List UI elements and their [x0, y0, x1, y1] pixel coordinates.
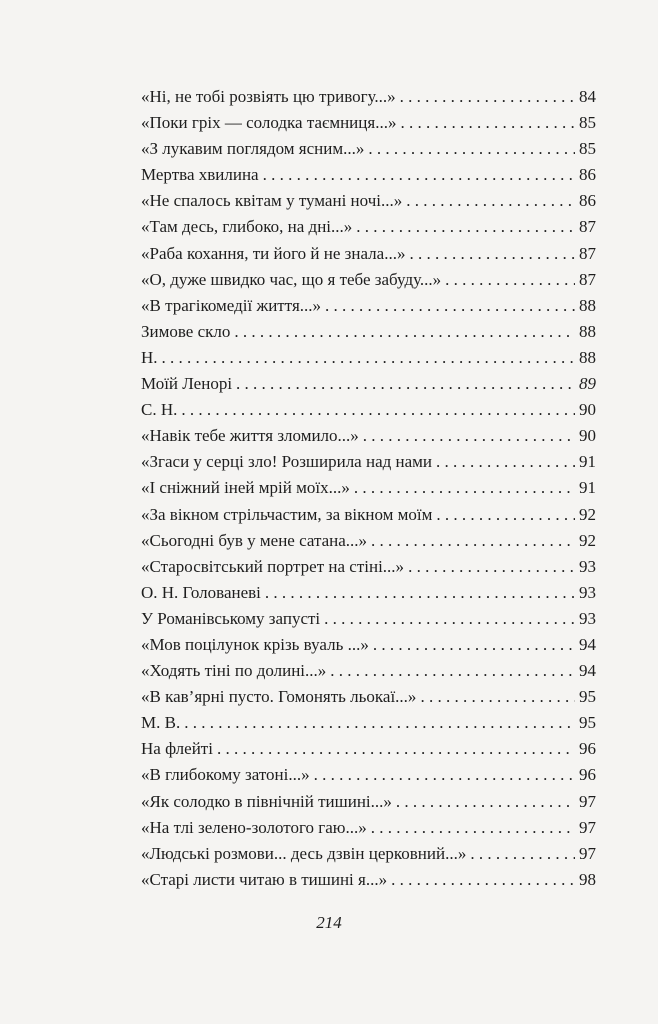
- dot-leader: [263, 162, 575, 188]
- toc-entry-title: «Не спалось квітам у тумані ночі...»: [141, 191, 403, 211]
- toc-entry-title: «О, дуже швидко час, що я тебе забуду...»: [141, 269, 442, 289]
- dot-leader: [420, 684, 575, 710]
- toc-entry-title: Н.: [141, 347, 158, 367]
- toc-entry: [141, 710, 596, 736]
- toc-entry-page-number: 97: [579, 791, 596, 811]
- toc-entry-title: «Людські розмови... десь дзвін церковний...»: [141, 843, 467, 863]
- toc-entry-page-number: 86: [579, 165, 596, 185]
- toc-entry: [141, 371, 596, 397]
- dot-leader: [391, 867, 575, 893]
- toc-entry: [141, 475, 596, 501]
- toc-entry-page-number: 92: [579, 530, 596, 550]
- toc-entry-title: У Романівському запусті: [141, 608, 321, 628]
- toc-entry-title: «Старі листи читаю в тишині я...»: [141, 869, 388, 889]
- dot-leader: [324, 606, 575, 632]
- toc-entry-page-number: 93: [579, 608, 596, 628]
- dot-leader: [400, 84, 575, 110]
- toc-entry-title: «Сьогодні був у мене сатана...»: [141, 530, 368, 550]
- toc-entry-page-number: 94: [579, 634, 596, 654]
- toc-entry-title: «З лукавим поглядом ясним...»: [141, 139, 365, 159]
- toc-entry: [141, 110, 596, 136]
- toc-entry: [141, 136, 596, 162]
- dot-leader: [408, 554, 575, 580]
- toc-entry-page-number: 90: [579, 400, 596, 420]
- toc-entry: [141, 632, 596, 658]
- toc-entry-title: «Старосвітський портрет на стіні...»: [141, 556, 405, 576]
- toc-entry-page-number: 87: [579, 269, 596, 289]
- toc-entry-page-number: 95: [579, 713, 596, 733]
- toc-entry-title: «І сніжний іней мрій моїх...»: [141, 478, 350, 498]
- toc-entry-page-number: 92: [579, 504, 596, 524]
- dot-leader: [470, 841, 575, 867]
- toc-entry-title: Зимове скло: [141, 321, 231, 341]
- toc-entry-title: Моїй Ленорі: [141, 374, 233, 394]
- toc-entry: [141, 188, 596, 214]
- toc-entry-page-number: 90: [579, 426, 596, 446]
- toc-entry: [141, 293, 596, 319]
- toc-entry-page-number: 88: [579, 347, 596, 367]
- toc-entry-title: «В кав’ярні пусто. Гомонять льокаї...»: [141, 687, 417, 707]
- toc-entry-title: «Як солодко в північній тишині...»: [141, 791, 392, 811]
- dot-leader: [234, 319, 575, 345]
- dot-leader: [373, 632, 575, 658]
- toc-entry-page-number: 95: [579, 687, 596, 707]
- dot-leader: [325, 293, 575, 319]
- toc-entry-page-number: 91: [579, 478, 596, 498]
- dot-leader: [371, 815, 575, 841]
- toc-entry-page-number: 97: [579, 843, 596, 863]
- dot-leader: [265, 580, 575, 606]
- toc-entry-page-number: 91: [579, 452, 596, 472]
- toc-entry: [141, 867, 596, 893]
- toc-entry-title: «В глибокому затоні...»: [141, 765, 310, 785]
- toc-entry-title: М. В.: [141, 713, 181, 733]
- toc-entry: [141, 423, 596, 449]
- dot-leader: [436, 502, 575, 528]
- toc-entry-page-number: 85: [579, 139, 596, 159]
- toc-entry: [141, 684, 596, 710]
- dot-leader: [330, 658, 575, 684]
- toc-entry: [141, 789, 596, 815]
- dot-leader: [217, 736, 575, 762]
- toc-entry: [141, 658, 596, 684]
- toc-entry-page-number: 94: [579, 661, 596, 681]
- dot-leader: [181, 397, 575, 423]
- table-of-contents: [141, 84, 596, 893]
- toc-entry-title: «Мов поцілунок крізь вуаль ...»: [141, 634, 369, 654]
- dot-leader: [396, 789, 575, 815]
- toc-entry-page-number: 96: [579, 765, 596, 785]
- toc-entry: [141, 580, 596, 606]
- toc-entry: [141, 162, 596, 188]
- toc-entry-title: «Там десь, глибоко, на дні...»: [141, 217, 353, 237]
- toc-entry: [141, 397, 596, 423]
- toc-entry: [141, 502, 596, 528]
- toc-entry-page-number: 88: [579, 295, 596, 315]
- toc-entry-title: «Поки гріх — солодка таємниця...»: [141, 113, 397, 133]
- toc-entry-title: На флейті: [141, 739, 213, 759]
- dot-leader: [314, 762, 575, 788]
- toc-entry-title: С. Н.: [141, 400, 178, 420]
- toc-entry-page-number: 89: [579, 374, 596, 394]
- toc-entry-page-number: 88: [579, 321, 596, 341]
- dot-leader: [409, 241, 575, 267]
- toc-entry-title: «Ні, не тобі розвіять цю тривогу...»: [141, 87, 396, 106]
- toc-entry-title: «В трагікомедії життя...»: [141, 295, 322, 315]
- toc-entry-title: «Ходять тіні по долині...»: [141, 661, 327, 681]
- dot-leader: [356, 214, 575, 240]
- toc-entry: [141, 606, 596, 632]
- toc-entry: [141, 736, 596, 762]
- toc-entry: [141, 554, 596, 580]
- toc-entry: [141, 815, 596, 841]
- toc-entry-page-number: 85: [579, 113, 596, 133]
- dot-leader: [162, 345, 575, 371]
- toc-entry-title: «Згаси у серці зло! Розширила над нами: [141, 452, 433, 472]
- toc-entry: [141, 267, 596, 293]
- toc-entry: [141, 345, 596, 371]
- toc-entry-page-number: 84: [579, 87, 596, 106]
- toc-entry: [141, 841, 596, 867]
- toc-entry: [141, 528, 596, 554]
- toc-entry: [141, 762, 596, 788]
- dot-leader: [400, 110, 575, 136]
- dot-leader: [406, 188, 575, 214]
- toc-entry-title: О. Н. Голованеві: [141, 582, 261, 602]
- dot-leader: [363, 423, 575, 449]
- dot-leader: [436, 449, 575, 475]
- dot-leader: [371, 528, 575, 554]
- toc-entry-page-number: 93: [579, 582, 596, 602]
- toc-entry-title: «Раба кохання, ти його й не знала...»: [141, 243, 406, 263]
- toc-entry-title: Мертва хвилина: [141, 165, 259, 185]
- dot-leader: [354, 475, 575, 501]
- toc-entry-page-number: 96: [579, 739, 596, 759]
- toc-entry: [141, 84, 596, 110]
- dot-leader: [236, 371, 575, 397]
- toc-entry-page-number: 87: [579, 217, 596, 237]
- toc-entry-page-number: 93: [579, 556, 596, 576]
- toc-entry-title: «На тлі зелено-золотого гаю...»: [141, 817, 367, 837]
- toc-entry-page-number: 86: [579, 191, 596, 211]
- dot-leader: [368, 136, 575, 162]
- toc-entry-page-number: 98: [579, 869, 596, 889]
- toc-entry: [141, 319, 596, 345]
- toc-entry-title: «За вікном стрільчастим, за вікном моїм: [141, 504, 433, 524]
- toc-entry-page-number: 97: [579, 817, 596, 837]
- toc-entry: [141, 241, 596, 267]
- toc-entry-title: «Навік тебе життя зломило...»: [141, 426, 359, 446]
- dot-leader: [445, 267, 575, 293]
- toc-entry-page-number: 87: [579, 243, 596, 263]
- toc-entry: [141, 214, 596, 240]
- page-number: 214: [316, 913, 342, 932]
- toc-entry: [141, 449, 596, 475]
- dot-leader: [184, 710, 575, 736]
